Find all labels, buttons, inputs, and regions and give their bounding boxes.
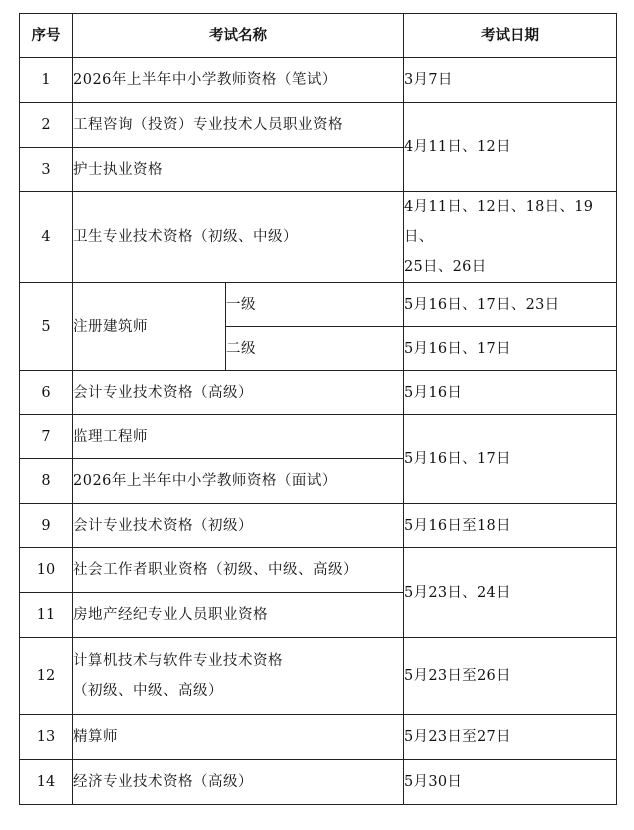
row-number: 8 <box>20 459 73 504</box>
table-row <box>20 58 617 103</box>
row-number: 4 <box>20 192 73 283</box>
exam-date: 5月16日、17日、23日 <box>404 283 617 327</box>
exam-name: 经济专业技术资格（高级） <box>73 760 404 805</box>
exam-name: 工程咨询（投资）专业技术人员职业资格 <box>73 103 404 148</box>
row-number: 1 <box>20 58 73 103</box>
exam-name: 社会工作者职业资格（初级、中级、高级） <box>73 548 404 593</box>
header-row <box>20 14 617 58</box>
row-number: 12 <box>20 638 73 715</box>
exam-date: 5月16日、17日 <box>404 415 617 504</box>
exam-date-line: 25日、26日 <box>404 259 487 275</box>
exam-date: 5月23日至27日 <box>404 715 617 760</box>
table-row <box>20 760 617 805</box>
table-row <box>20 192 617 283</box>
exam-date: 3月7日 <box>404 58 617 103</box>
exam-name: 房地产经纪专业人员职业资格 <box>73 593 404 638</box>
row-number: 6 <box>20 371 73 415</box>
exam-name: 2026年上半年中小学教师资格（面试） <box>73 459 404 504</box>
exam-date: 5月16日至18日 <box>404 504 617 548</box>
exam-date: 5月23日至26日 <box>404 638 617 715</box>
exam-date: 5月23日、24日 <box>404 548 617 638</box>
row-number: 9 <box>20 504 73 548</box>
row-number: 14 <box>20 760 73 805</box>
exam-name: 护士执业资格 <box>73 148 404 192</box>
exam-date: 5月16日、17日 <box>404 327 617 371</box>
row-number: 13 <box>20 715 73 760</box>
exam-name: 精算师 <box>73 715 404 760</box>
row-number: 2 <box>20 103 73 148</box>
exam-date: 4月11日、12日 <box>404 103 617 192</box>
row-number: 5 <box>20 283 73 371</box>
exam-date: 5月16日 <box>404 371 617 415</box>
table-row <box>20 548 617 593</box>
row-number: 3 <box>20 148 73 192</box>
table-row <box>20 283 617 327</box>
exam-name: 2026年上半年中小学教师资格（笔试） <box>73 58 404 103</box>
exam-name-line: 计算机技术与软件专业技术资格 <box>73 653 283 669</box>
table-row <box>20 638 617 715</box>
exam-level: 一级 <box>226 283 404 327</box>
exam-name-line: （初级、中级、高级） <box>73 683 223 699</box>
exam-name <box>73 638 404 715</box>
row-number: 7 <box>20 415 73 459</box>
table-row <box>20 415 617 459</box>
table-row <box>20 504 617 548</box>
exam-name: 会计专业技术资格（初级） <box>73 504 404 548</box>
exam-schedule-table <box>19 13 617 805</box>
header-exam-name: 考试名称 <box>73 14 404 58</box>
table-row <box>20 371 617 415</box>
exam-level: 二级 <box>226 327 404 371</box>
exam-date <box>404 192 617 283</box>
exam-name: 卫生专业技术资格（初级、中级） <box>73 192 404 283</box>
row-number: 11 <box>20 593 73 638</box>
exam-date-line: 4月11日、12日、18日、19日、 <box>404 199 594 245</box>
table-row <box>20 103 617 148</box>
header-exam-date: 考试日期 <box>404 14 617 58</box>
exam-date: 5月30日 <box>404 760 617 805</box>
exam-name: 会计专业技术资格（高级） <box>73 371 404 415</box>
table-row <box>20 715 617 760</box>
exam-name: 注册建筑师 <box>73 283 226 371</box>
header-index: 序号 <box>20 14 73 58</box>
row-number: 10 <box>20 548 73 593</box>
exam-name: 监理工程师 <box>73 415 404 459</box>
